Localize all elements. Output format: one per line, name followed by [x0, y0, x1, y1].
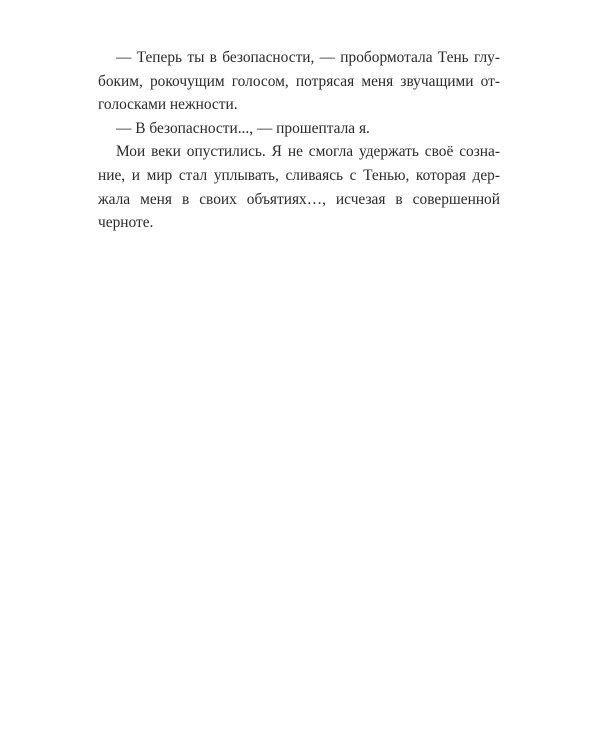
body-text — [98, 46, 500, 235]
text-line: Мои веки опустились. Я не смогла удержать своё созна- — [116, 143, 500, 161]
text-line: боким, рокочущим голосом, потрясая меня звучащими от- — [98, 72, 500, 90]
text-line: голосками нежности. — [98, 96, 238, 114]
text-line: жала меня в своих объятиях…, исчезая в совершенной — [98, 190, 500, 208]
text-line: черноте. — [98, 214, 154, 232]
text-line: — В безопасности..., — прошептала я. — [116, 119, 370, 137]
text-line: ние, и мир стал уплывать, сливаясь с Тенью, которая дер- — [98, 166, 500, 184]
text-line: — Теперь ты в безопасности, — пробормотала Тень глу- — [116, 49, 500, 66]
